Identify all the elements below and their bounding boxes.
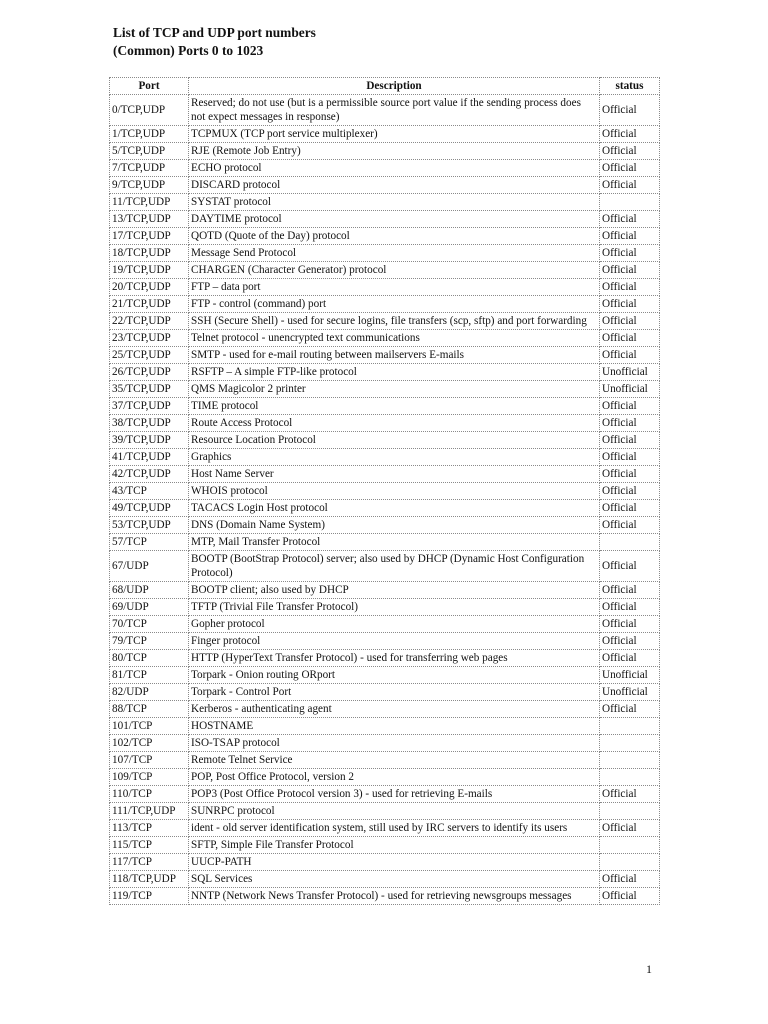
status-cell [600, 534, 660, 551]
port-cell: 115/TCP [110, 837, 189, 854]
table-row [110, 228, 660, 245]
header-status: status [600, 78, 660, 95]
status-cell: Official [600, 650, 660, 667]
status-cell [600, 837, 660, 854]
description-cell: ECHO protocol [189, 160, 600, 177]
table-row [110, 262, 660, 279]
description-cell: RSFTP – A simple FTP-like protocol [189, 364, 600, 381]
table-row [110, 160, 660, 177]
description-cell: CHARGEN (Character Generator) protocol [189, 262, 600, 279]
table-row [110, 871, 660, 888]
header-port: Port [110, 78, 189, 95]
status-cell: Official [600, 95, 660, 126]
description-cell: DISCARD protocol [189, 177, 600, 194]
port-cell: 70/TCP [110, 616, 189, 633]
port-cell: 69/UDP [110, 599, 189, 616]
status-cell: Official [600, 245, 660, 262]
table-row [110, 126, 660, 143]
description-cell: HTTP (HyperText Transfer Protocol) - used for transferring web pages [189, 650, 600, 667]
port-cell: 113/TCP [110, 820, 189, 837]
status-cell: Official [600, 177, 660, 194]
status-cell: Official [600, 466, 660, 483]
header-description: Description [189, 78, 600, 95]
table-row [110, 517, 660, 534]
description-cell: SUNRPC protocol [189, 803, 600, 820]
status-cell [600, 735, 660, 752]
description-cell: Kerberos - authenticating agent [189, 701, 600, 718]
table-row [110, 245, 660, 262]
status-cell [600, 803, 660, 820]
table-row [110, 143, 660, 160]
status-cell: Official [600, 143, 660, 160]
port-cell: 82/UDP [110, 684, 189, 701]
description-cell: Torpark - Control Port [189, 684, 600, 701]
table-row [110, 194, 660, 211]
table-row [110, 432, 660, 449]
status-cell: Official [600, 398, 660, 415]
port-cell: 26/TCP,UDP [110, 364, 189, 381]
table-row [110, 211, 660, 228]
port-cell: 111/TCP,UDP [110, 803, 189, 820]
port-cell: 49/TCP,UDP [110, 500, 189, 517]
port-cell: 43/TCP [110, 483, 189, 500]
description-cell: RJE (Remote Job Entry) [189, 143, 600, 160]
description-cell: SFTP, Simple File Transfer Protocol [189, 837, 600, 854]
description-cell: Graphics [189, 449, 600, 466]
table-row [110, 347, 660, 364]
status-cell: Official [600, 582, 660, 599]
port-cell: 57/TCP [110, 534, 189, 551]
table-row [110, 296, 660, 313]
port-cell: 1/TCP,UDP [110, 126, 189, 143]
description-cell: WHOIS protocol [189, 483, 600, 500]
status-cell: Official [600, 871, 660, 888]
page-number: 1 [646, 962, 652, 976]
title-line-1: List of TCP and UDP port numbers [113, 25, 316, 40]
description-cell: BOOTP (BootStrap Protocol) server; also used by DHCP (Dynamic Host Configuration Protocol) [189, 551, 600, 582]
status-cell: Official [600, 820, 660, 837]
status-cell: Official [600, 126, 660, 143]
port-cell: 101/TCP [110, 718, 189, 735]
status-cell: Official [600, 415, 660, 432]
description-cell: TIME protocol [189, 398, 600, 415]
status-cell: Official [600, 888, 660, 905]
table-row [110, 330, 660, 347]
port-cell: 37/TCP,UDP [110, 398, 189, 415]
table-row [110, 633, 660, 650]
port-cell: 53/TCP,UDP [110, 517, 189, 534]
status-cell: Unofficial [600, 364, 660, 381]
description-cell: SMTP - used for e-mail routing between mailservers E-mails [189, 347, 600, 364]
status-cell [600, 854, 660, 871]
port-cell: 17/TCP,UDP [110, 228, 189, 245]
port-cell: 21/TCP,UDP [110, 296, 189, 313]
status-cell: Official [600, 701, 660, 718]
table-row [110, 650, 660, 667]
table-row [110, 752, 660, 769]
table-row [110, 95, 660, 126]
description-cell: Route Access Protocol [189, 415, 600, 432]
description-cell: BOOTP client; also used by DHCP [189, 582, 600, 599]
port-cell: 109/TCP [110, 769, 189, 786]
table-row [110, 701, 660, 718]
status-cell: Official [600, 449, 660, 466]
port-cell: 5/TCP,UDP [110, 143, 189, 160]
port-cell: 81/TCP [110, 667, 189, 684]
table-row [110, 803, 660, 820]
port-cell: 9/TCP,UDP [110, 177, 189, 194]
description-cell: DNS (Domain Name System) [189, 517, 600, 534]
port-cell: 42/TCP,UDP [110, 466, 189, 483]
status-cell: Official [600, 296, 660, 313]
description-cell: SQL Services [189, 871, 600, 888]
status-cell: Official [600, 313, 660, 330]
description-cell: NNTP (Network News Transfer Protocol) - used for retrieving newsgroups messages [189, 888, 600, 905]
table-header-row [110, 78, 660, 95]
port-cell: 13/TCP,UDP [110, 211, 189, 228]
table-row [110, 582, 660, 599]
status-cell: Official [600, 228, 660, 245]
table-row [110, 599, 660, 616]
description-cell: Message Send Protocol [189, 245, 600, 262]
port-cell: 110/TCP [110, 786, 189, 803]
table-row [110, 667, 660, 684]
table-row [110, 466, 660, 483]
table-row [110, 177, 660, 194]
status-cell: Official [600, 347, 660, 364]
description-cell: UUCP-PATH [189, 854, 600, 871]
table-row [110, 415, 660, 432]
status-cell: Official [600, 633, 660, 650]
status-cell: Official [600, 551, 660, 582]
description-cell: TFTP (Trivial File Transfer Protocol) [189, 599, 600, 616]
table-row [110, 534, 660, 551]
status-cell: Official [600, 211, 660, 228]
status-cell [600, 752, 660, 769]
status-cell: Unofficial [600, 667, 660, 684]
port-cell: 19/TCP,UDP [110, 262, 189, 279]
port-cell: 79/TCP [110, 633, 189, 650]
table-row [110, 364, 660, 381]
status-cell: Official [600, 160, 660, 177]
status-cell [600, 769, 660, 786]
description-cell: QMS Magicolor 2 printer [189, 381, 600, 398]
port-cell: 35/TCP,UDP [110, 381, 189, 398]
status-cell [600, 194, 660, 211]
description-cell: Telnet protocol - unencrypted text communications [189, 330, 600, 347]
description-cell: Host Name Server [189, 466, 600, 483]
table-row [110, 854, 660, 871]
table-row [110, 718, 660, 735]
port-cell: 67/UDP [110, 551, 189, 582]
description-cell: FTP – data port [189, 279, 600, 296]
table-row [110, 769, 660, 786]
status-cell: Official [600, 432, 660, 449]
table-row [110, 551, 660, 582]
description-cell: ident - old server identification system, still used by IRC servers to identify its users [189, 820, 600, 837]
description-cell: QOTD (Quote of the Day) protocol [189, 228, 600, 245]
port-cell: 20/TCP,UDP [110, 279, 189, 296]
table-row [110, 381, 660, 398]
table-row [110, 449, 660, 466]
table-row [110, 820, 660, 837]
port-cell: 38/TCP,UDP [110, 415, 189, 432]
port-cell: 80/TCP [110, 650, 189, 667]
port-cell: 11/TCP,UDP [110, 194, 189, 211]
table-row [110, 313, 660, 330]
port-cell: 7/TCP,UDP [110, 160, 189, 177]
port-cell: 118/TCP,UDP [110, 871, 189, 888]
description-cell: Resource Location Protocol [189, 432, 600, 449]
status-cell: Official [600, 786, 660, 803]
port-cell: 0/TCP,UDP [110, 95, 189, 126]
port-cell: 102/TCP [110, 735, 189, 752]
port-cell: 18/TCP,UDP [110, 245, 189, 262]
port-cell: 25/TCP,UDP [110, 347, 189, 364]
table-row [110, 483, 660, 500]
table-body [110, 95, 660, 905]
description-cell: Torpark - Onion routing ORport [189, 667, 600, 684]
table-row [110, 279, 660, 296]
port-cell: 41/TCP,UDP [110, 449, 189, 466]
status-cell: Official [600, 279, 660, 296]
table-row [110, 398, 660, 415]
description-cell: Remote Telnet Service [189, 752, 600, 769]
description-cell: FTP - control (command) port [189, 296, 600, 313]
port-table [109, 77, 660, 905]
table-row [110, 786, 660, 803]
description-cell: TACACS Login Host protocol [189, 500, 600, 517]
document-title [113, 24, 316, 59]
port-cell: 39/TCP,UDP [110, 432, 189, 449]
description-cell: DAYTIME protocol [189, 211, 600, 228]
description-cell: Finger protocol [189, 633, 600, 650]
description-cell: SSH (Secure Shell) - used for secure logins, file transfers (scp, sftp) and port forwarding [189, 313, 600, 330]
status-cell: Official [600, 330, 660, 347]
description-cell: ISO-TSAP protocol [189, 735, 600, 752]
port-cell: 119/TCP [110, 888, 189, 905]
description-cell: SYSTAT protocol [189, 194, 600, 211]
port-cell: 22/TCP,UDP [110, 313, 189, 330]
description-cell: Reserved; do not use (but is a permissible source port value if the sending process does not expect messages in response) [189, 95, 600, 126]
table-row [110, 500, 660, 517]
description-cell: POP3 (Post Office Protocol version 3) - used for retrieving E-mails [189, 786, 600, 803]
status-cell: Official [600, 616, 660, 633]
table-row [110, 837, 660, 854]
description-cell: MTP, Mail Transfer Protocol [189, 534, 600, 551]
description-cell: POP, Post Office Protocol, version 2 [189, 769, 600, 786]
status-cell [600, 718, 660, 735]
title-line-2: (Common) Ports 0 to 1023 [113, 42, 264, 58]
description-cell: Gopher protocol [189, 616, 600, 633]
status-cell: Official [600, 483, 660, 500]
description-cell: TCPMUX (TCP port service multiplexer) [189, 126, 600, 143]
port-cell: 23/TCP,UDP [110, 330, 189, 347]
status-cell: Official [600, 262, 660, 279]
table-row [110, 684, 660, 701]
status-cell: Official [600, 500, 660, 517]
table-row [110, 735, 660, 752]
table-row [110, 888, 660, 905]
description-cell: HOSTNAME [189, 718, 600, 735]
status-cell: Official [600, 517, 660, 534]
status-cell: Unofficial [600, 381, 660, 398]
table-row [110, 616, 660, 633]
port-cell: 68/UDP [110, 582, 189, 599]
port-cell: 88/TCP [110, 701, 189, 718]
port-cell: 107/TCP [110, 752, 189, 769]
status-cell: Official [600, 599, 660, 616]
status-cell: Unofficial [600, 684, 660, 701]
port-cell: 117/TCP [110, 854, 189, 871]
